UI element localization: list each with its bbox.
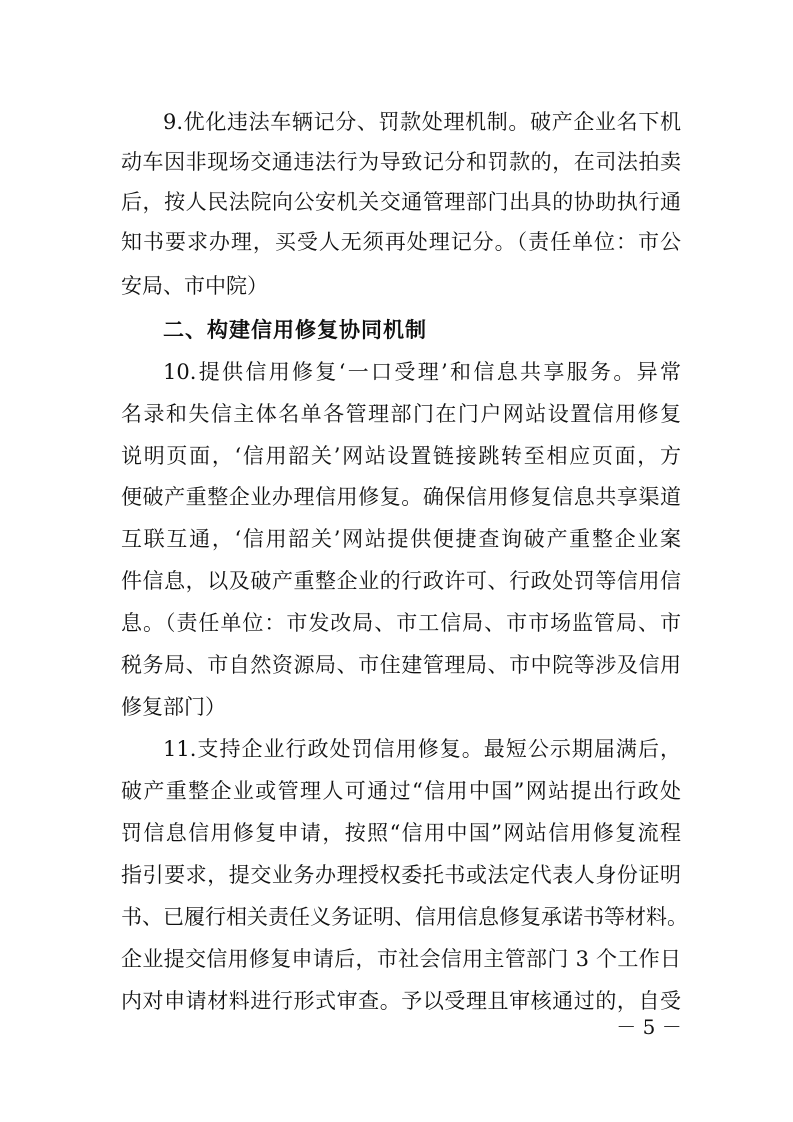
paragraph-11-line-5: 书、已履行相关责任义务证明、信用信息修复承诺书等材料。	[121, 905, 688, 929]
paragraph-10-line-6: 件信息，以及破产重整企业的行政许可、行政处罚等信用信	[121, 569, 681, 593]
paragraph-10-line-7: 息。（责任单位：市发改局、市工信局、市市场监管局、市	[121, 611, 681, 635]
paragraph-10-line-3: 说明页面，‘信用韶关’网站设置链接跳转至相应页面，方	[121, 444, 681, 468]
paragraph-11-line-3: 罚信息信用修复申请，按照“信用中国”网站信用修复流程	[121, 821, 681, 845]
paragraph-9-line-3: 后，按人民法院向公安机关交通管理部门出具的协助执行通	[121, 190, 681, 214]
paragraph-10-line-8: 税务局、市自然资源局、市住建管理局、市中院等涉及信用	[121, 653, 681, 677]
section-heading: 二、构建信用修复协同机制	[163, 318, 427, 342]
paragraph-9-line-1: 9.优化违法车辆记分、罚款处理机制。破产企业名下机	[163, 110, 681, 134]
paragraph-9-line-4: 知书要求办理，买受人无须再处理记分。（责任单位：市公	[121, 230, 681, 254]
paragraph-11-line-1: 11.支持企业行政处罚信用修复。最短公示期届满后，	[163, 737, 681, 761]
paragraph-10-line-4: 便破产重整企业办理信用修复。确保信用修复信息共享渠道	[121, 485, 681, 509]
paragraph-11-line-2: 破产重整企业或管理人可通过“信用中国”网站提出行政处	[121, 779, 681, 803]
paragraph-10-line-5: 互联互通，‘信用韶关’网站提供便捷查询破产重整企业案	[121, 527, 681, 551]
paragraph-11-line-4: 指引要求，提交业务办理授权委托书或法定代表人身份证明	[121, 863, 681, 887]
paragraph-9-line-5: 安局、市中院）	[121, 274, 268, 298]
paragraph-10-line-2: 名录和失信主体名单各管理部门在门户网站设置信用修复	[121, 402, 681, 426]
paragraph-11-line-7: 内对申请材料进行形式审查。予以受理且审核通过的，自受	[121, 989, 681, 1013]
paragraph-10-line-9: 修复部门）	[121, 695, 226, 719]
paragraph-11-line-6: 企业提交信用修复申请后，市社会信用主管部门 3 个工作日	[121, 947, 681, 971]
paragraph-9-line-2: 动车因非现场交通违法行为导致记分和罚款的，在司法拍卖	[121, 150, 681, 174]
paragraph-10-line-1: 10.提供信用修复‘一口受理’和信息共享服务。异常	[163, 360, 681, 384]
page-number: － 5 －	[616, 1015, 682, 1039]
